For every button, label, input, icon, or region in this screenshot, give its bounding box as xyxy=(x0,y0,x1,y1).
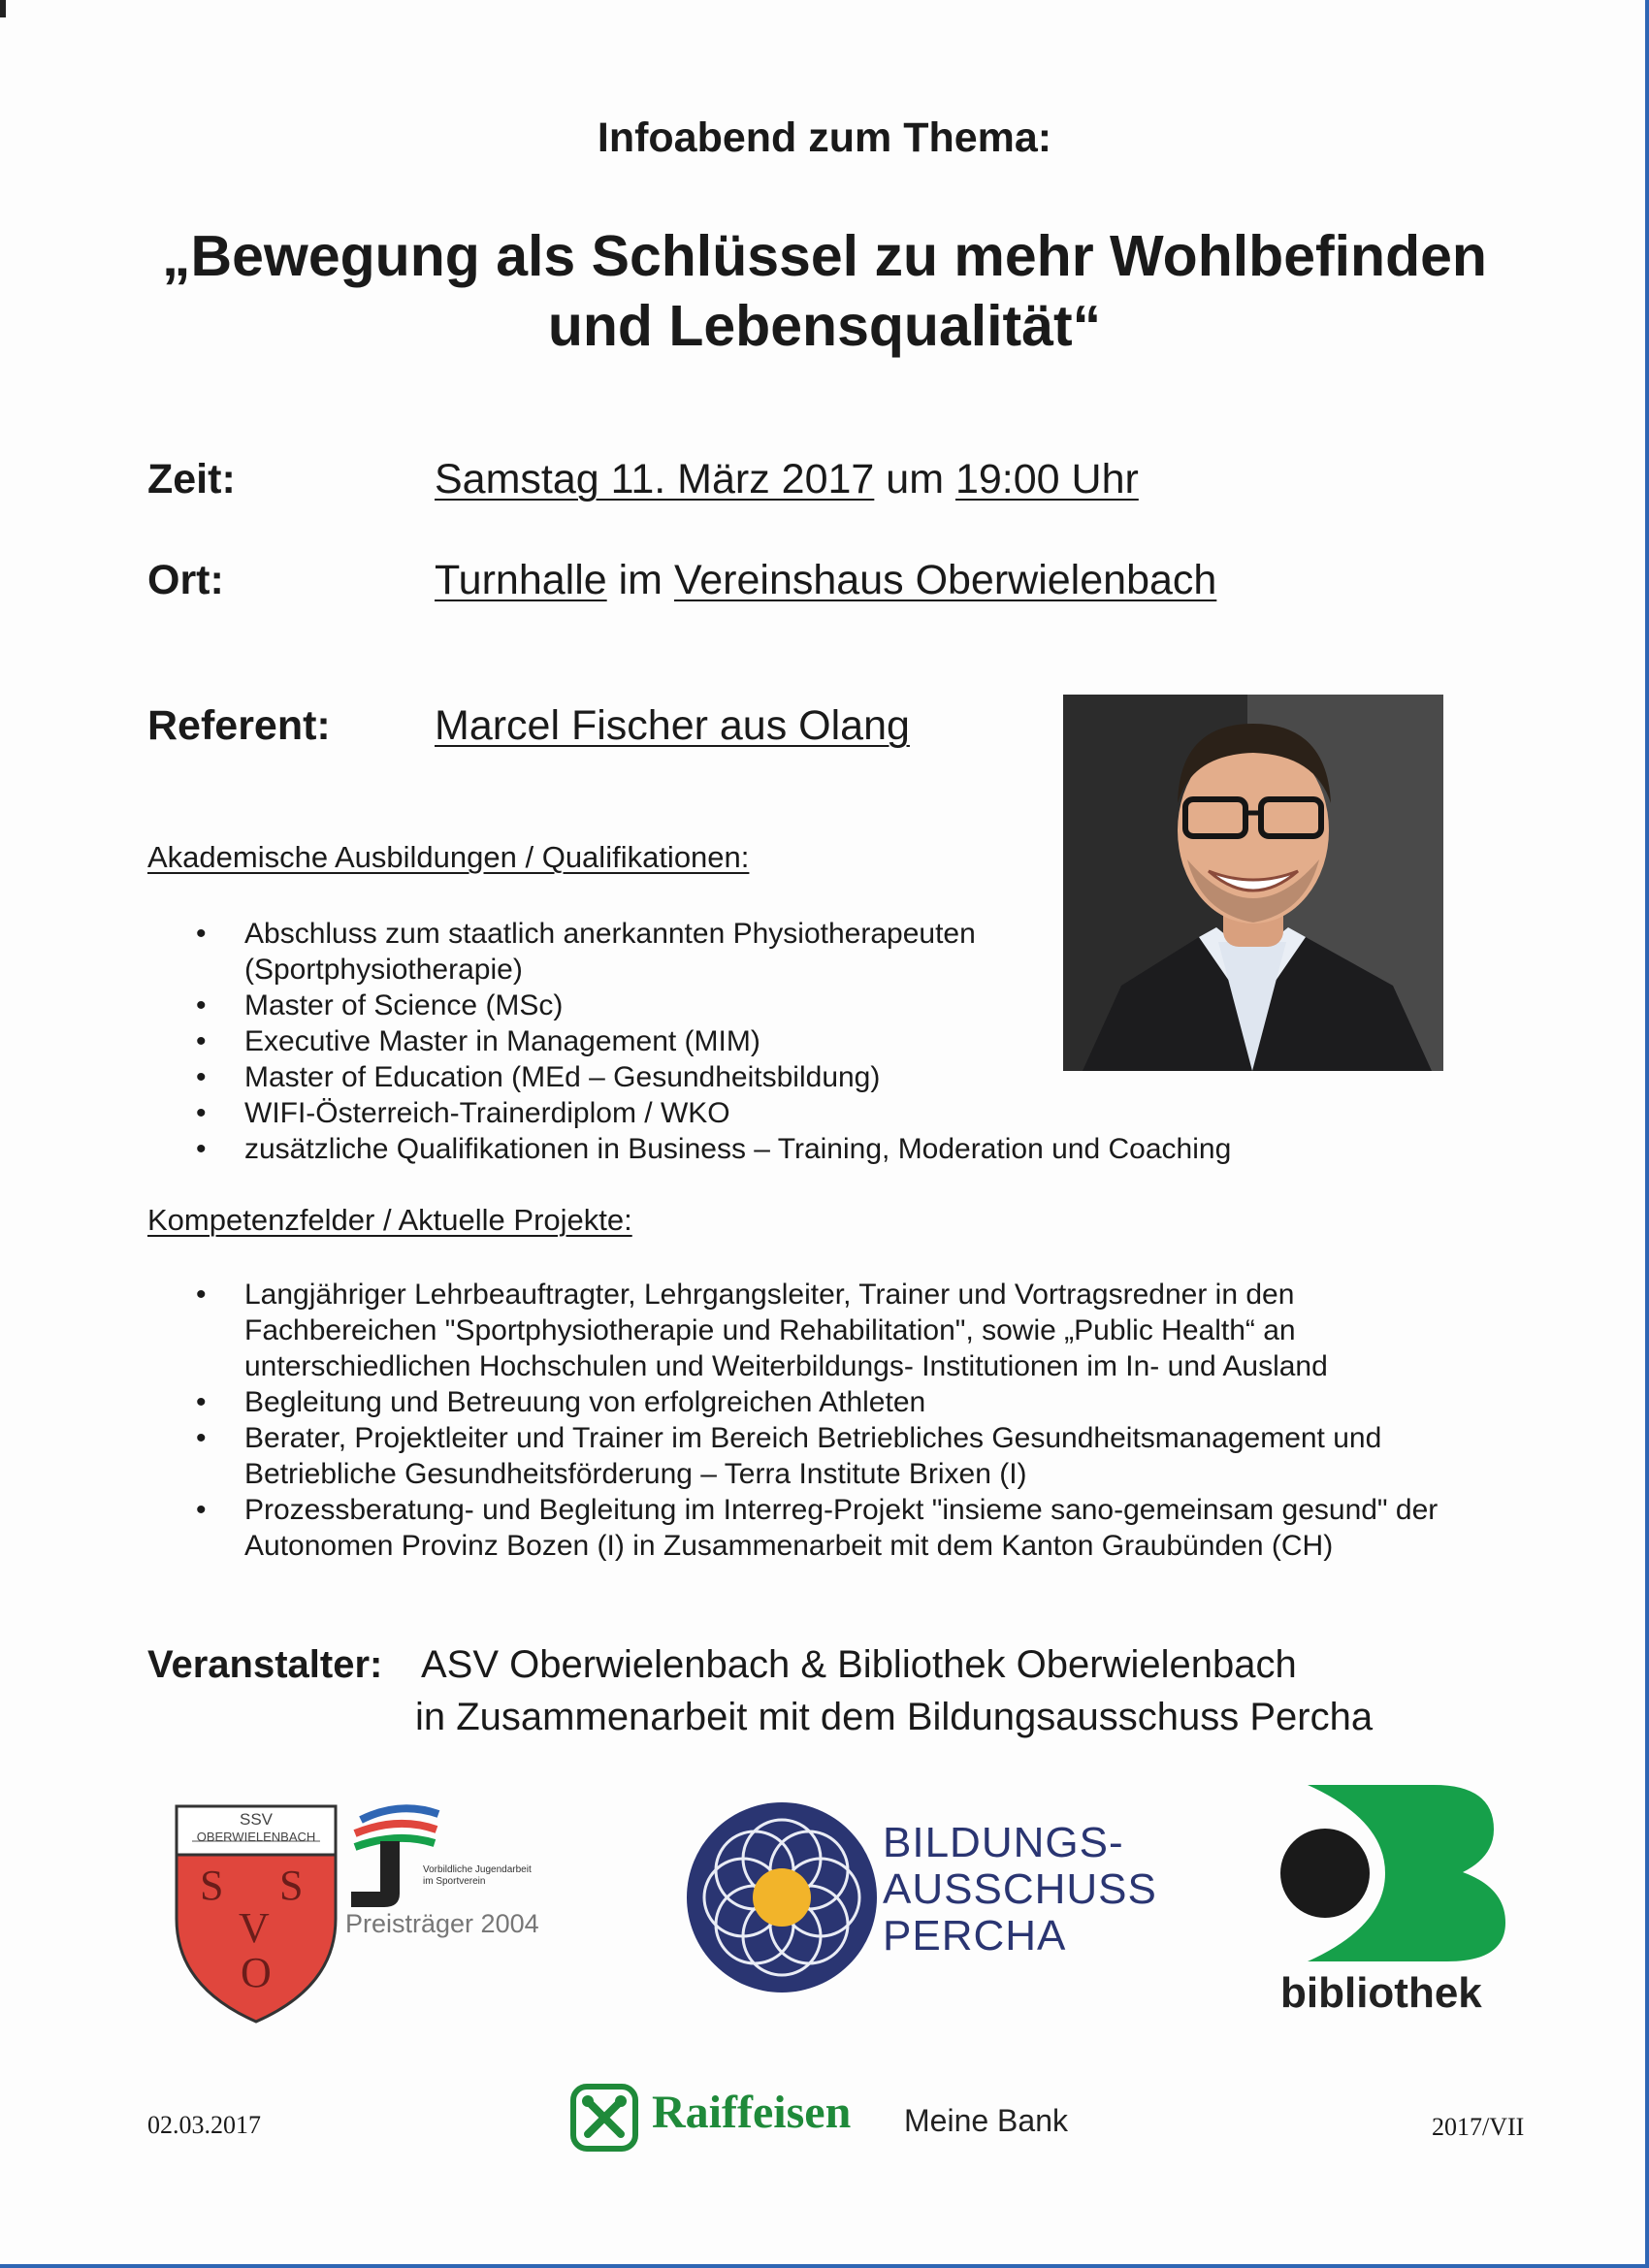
qualifications-heading: Akademische Ausbildungen / Qualifikationen: xyxy=(147,840,750,874)
event-building: Vereinshaus Oberwielenbach xyxy=(673,557,1217,603)
qualification-item: • Master of Science (MSc) xyxy=(244,988,1231,1023)
footer-code: 2017/VII xyxy=(1432,2113,1525,2141)
jugendarbeit-prize: Preisträger 2004 xyxy=(345,1909,539,1938)
event-place: Turnhalle xyxy=(435,557,607,603)
event-title xyxy=(0,221,1649,361)
bildung-line1: BILDUNGS- xyxy=(883,1819,1124,1866)
ssv-top-text: SSV xyxy=(239,1810,274,1829)
organizer-line2: in Zusammenarbeit mit dem Bildungsausschuss Percha xyxy=(415,1696,1374,1738)
project-item: • Begleitung und Betreuung von erfolgreichen Athleten xyxy=(244,1384,1438,1420)
organizer-label: Veranstalter: xyxy=(147,1643,383,1686)
bildung-line3: PERCHA xyxy=(883,1912,1067,1960)
jugendarbeit-j-icon xyxy=(341,1802,448,1909)
bildungsausschuss-emblem xyxy=(685,1800,879,1994)
raiffeisen-tagline: Meine Bank xyxy=(904,2103,1068,2138)
qualification-item: • zusätzliche Qualifikationen in Business – Training, Moderation und Coaching xyxy=(244,1131,1231,1167)
event-title-line1: „Bewegung als Schlüssel zu mehr Wohlbefinden xyxy=(162,224,1487,288)
scan-edge-bottom xyxy=(0,2264,1649,2268)
event-date: Samstag 11. März 2017 xyxy=(435,456,875,502)
ssv-letter: S xyxy=(200,1862,224,1909)
jugendarbeit-text2: im Sportverein xyxy=(423,1876,486,1887)
ssv-letter: O xyxy=(241,1949,272,1996)
ssv-letter: S xyxy=(279,1862,304,1909)
event-title-line2: und Lebensqualität“ xyxy=(547,294,1102,358)
project-item: • Berater, Projektleiter und Trainer im Bereich Betriebliches Gesundheitsmanagement und Betriebliche Gesundheitsförderung – Terra Institute Brixen (I) xyxy=(244,1420,1438,1492)
zeit-label: Zeit: xyxy=(147,456,236,502)
ssv-letter: V xyxy=(239,1904,270,1952)
bibliothek-text: bibliothek xyxy=(1280,1969,1482,2017)
referent-label: Referent: xyxy=(147,702,331,749)
referent-name-wrap xyxy=(435,702,910,750)
bildung-line2: AUSSCHUSS xyxy=(883,1865,1157,1913)
raiffeisen-brand: Raiffeisen xyxy=(652,2087,852,2138)
bibliothek-logo xyxy=(1269,1781,1511,1965)
project-item: • Prozessberatung- und Begleitung im Interreg-Projekt "insieme sano-gemeinsam gesund" der Autonomen Provinz Bozen (I) in Zusammenarbeit mit dem Kanton Graubünden (CH) xyxy=(244,1492,1438,1564)
zeit-um: um xyxy=(886,456,945,502)
qualifications-list xyxy=(244,916,1231,1167)
qualification-item: • Master of Education (MEd – Gesundheitsbildung) xyxy=(244,1059,1231,1095)
ssv-name-text: OBERWIELENBACH xyxy=(196,1830,316,1844)
scan-corner-mark xyxy=(0,0,6,17)
ort-label: Ort: xyxy=(147,557,224,603)
projects-list xyxy=(244,1277,1438,1564)
ort-im: im xyxy=(618,557,663,603)
qualification-item-cont: (Sportphysiotherapie) xyxy=(244,954,523,986)
zeit-value xyxy=(435,456,1139,503)
ort-value xyxy=(435,557,1216,604)
footer-date: 02.03.2017 xyxy=(147,2111,261,2139)
pre-title: Infoabend zum Thema: xyxy=(597,114,1052,161)
raiffeisen-icon xyxy=(570,2084,638,2152)
qualification-item: • WIFI-Österreich-Trainerdiplom / WKO xyxy=(244,1095,1231,1131)
jugendarbeit-logo xyxy=(341,1802,574,1948)
organizer-line1: ASV Oberwielenbach & Bibliothek Oberwielenbach xyxy=(421,1643,1297,1686)
bildungsausschuss-wordmark xyxy=(883,1820,1157,1960)
ssv-shield-logo xyxy=(173,1802,340,2025)
event-time: 19:00 Uhr xyxy=(954,456,1139,502)
projects-heading: Kompetenzfelder / Aktuelle Projekte: xyxy=(147,1203,632,1237)
referent-name: Marcel Fischer aus Olang xyxy=(435,702,910,749)
project-item: • Langjähriger Lehrbeauftragter, Lehrgangsleiter, Trainer und Vortragsredner in den Fachbereichen "Sportphysiotherapie und Rehabilitation", sowie „Public Health“ an unterschiedlichen Hochschulen und Weiterbildungs- Institutionen im In- und Ausland xyxy=(244,1277,1438,1384)
jugendarbeit-text1: Vorbildliche Jugendarbeit xyxy=(423,1864,532,1875)
qualification-item: • Abschluss zum staatlich anerkannten Physiotherapeuten (Sportphysiotherapie) xyxy=(244,916,1231,988)
qualification-item: • Executive Master in Management (MIM) xyxy=(244,1023,1231,1059)
